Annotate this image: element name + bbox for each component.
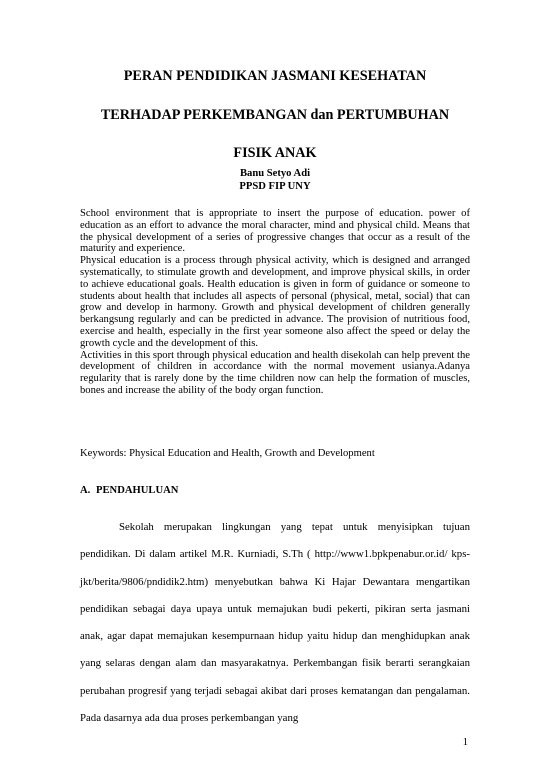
abstract — [80, 208, 470, 397]
body-text — [80, 514, 470, 732]
abstract-paragraph-2: Physical education is a process through physical activity, which is designed and arranged systematically, to stimulate growth and development, and improve physical skills, in order to achieve educational goals. Health education is given in form of guidance or someone to students about health that includes all aspects of personal (physical, metal, social) that can grow and develop in harmony. Growth and physical development of children generally berkangsung regularly and can be predicted in advance. The provision of nutritious food, exercise and health, especially in the first year someone also affect the speed or delay the growth cycle and the development of this. — [80, 255, 470, 349]
abstract-paragraph-1: School environment that is appropriate to insert the purpose of education. power of education as an effort to advance the moral character, mind and physical child. Means that the physical development of a series of progressive changes that occur as a result of the maturity and experience. — [80, 208, 470, 255]
abstract-paragraph-3: Activities in this sport through physical education and health disekolah can help prevent the development of children in accordance with the normal movement usianya.Adanya regularity that is rarely done by the time children now can help the formation of muscles, bones and increase the ability of the body organ function. — [80, 349, 470, 396]
title-line-2: TERHADAP PERKEMBANGAN dan PERTUMBUHAN — [100, 107, 450, 123]
section-heading — [80, 485, 178, 496]
title-line-3: FISIK ANAK — [233, 145, 317, 161]
section-title: PENDAHULUAN — [96, 485, 179, 496]
author-name: Banu Setyo Adi — [239, 168, 311, 179]
author-affiliation: PPSD FIP UNY — [239, 181, 311, 192]
keywords: Keywords: Physical Education and Health, Growth and Development — [80, 448, 375, 459]
title-line-1: PERAN PENDIDIKAN JASMANI KESEHATAN — [123, 68, 427, 84]
section-number: A. — [80, 485, 91, 496]
page-number: 1 — [462, 737, 468, 748]
body-paragraph: Sekolah merupakan lingkungan yang tepat untuk menyisipkan tujuan pendidikan. Di dalam artikel M.R. Kurniadi, S.Th ( http://www1.bpkpenabur.or.id/ kps-jkt/berita/9806/pndidik2.htm) menyebutkan bahwa Ki Hajar Dewantara mengartikan pendidikan sebagai daya upaya untuk memajukan budi pekerti, pikiran serta jasmani anak, agar dapat memajukan kesempurnaan hidup yaitu hidup dan menghidupkan anak yang selaras dengan alam dan masyarakatnya. Perkembangan fisik berarti serangkaian perubahan progresif yang terjadi sebagai akibat dari proses kematangan dan pengalaman. Pada dasarnya ada dua proses perkembangan yang — [80, 521, 470, 725]
